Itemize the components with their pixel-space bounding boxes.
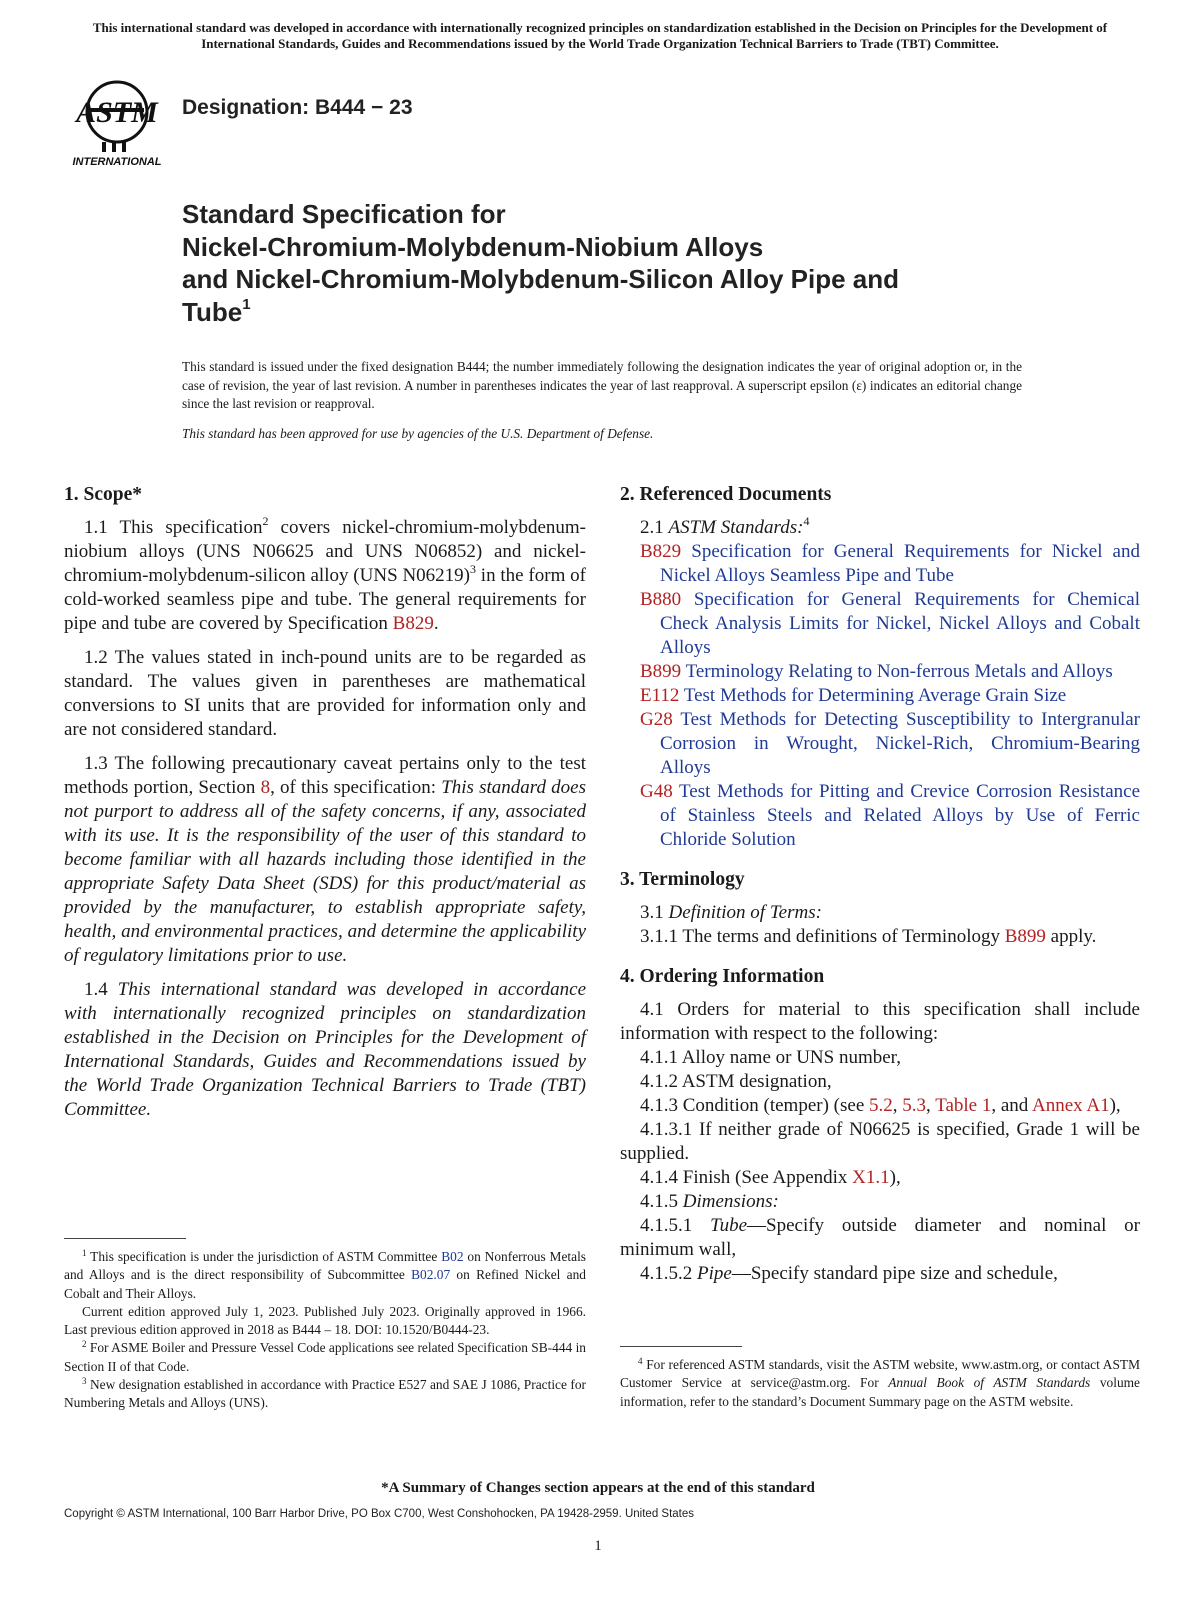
ref-code[interactable]: B829 (640, 541, 682, 562)
para-4-1-1: 4.1.1 Alloy name or UNS number, (640, 1047, 901, 1068)
referenced-standards-list (620, 540, 1140, 852)
para-4-1-4: 4.1.4 Finish (See Appendix X1.1), (640, 1167, 901, 1188)
footnote-1: $^1$ This specification is under the jurisdiction of ASTM Committee B02 on Nonferrous Metals and Alloys and is the direct responsibility of Subcommittee B02.07 on Refined Nickel and Cobalt and Their Alloys. (64, 1248, 586, 1301)
ref-item-b880[interactable] (620, 588, 1140, 660)
document-title (182, 198, 1062, 328)
title-footnote-mark: 1 (242, 295, 251, 313)
ref-item-e112[interactable] (620, 684, 1140, 708)
footnotes-right (620, 1356, 1140, 1411)
footnote-ref-4[interactable]: 4 (803, 514, 810, 528)
ref-title[interactable]: Test Methods for Detecting Susceptibility to Intergranular Corrosion in Wrought, Nickel-Rich, Chromium-Bearing Alloys (660, 709, 1140, 778)
ref-code[interactable]: B899 (640, 661, 682, 682)
para-4-1-2: 4.1.2 ASTM designation, (640, 1071, 832, 1092)
link-b02-07[interactable]: B02.07 (411, 1267, 451, 1283)
logo-subtext: INTERNATIONAL (72, 156, 162, 168)
link-x1-1[interactable]: X1.1 (852, 1167, 890, 1188)
para-1-4: 1.4 This international standard was developed in accordance with internationally recognized principles on standardization established in the Decision on Principles for the Development of International Standards, Guides and Recommendations issued by the World Trade Organization Technical Barriers to Trade (TBT) Committee. (64, 979, 587, 1120)
para-1-3: 1.3 The following precautionary caveat pertains only to the test methods portion, Section 8, of this specification: This standard does not purport to address all of the safety concerns, if any, associated with its use. It is the responsibility of the user of this standard to become familiar with all hazards including those identified in the appropriate Safety Data Sheet (SDS) for this product/material as provided by the manufacturer, to establish appropriate safety, health, and environmental practices, and determine the applicability of regulatory limitations prior to use. (64, 753, 586, 966)
para-4-1-3-1: 4.1.3.1 If neither grade of N06625 is specified, Grade 1 will be supplied. (620, 1119, 1140, 1164)
left-column (64, 483, 586, 1132)
ref-title[interactable]: Test Methods for Pitting and Crevice Corrosion Resistance of Stainless Steels and Related Alloys by Use of Ferric Chloride Solution (660, 781, 1140, 850)
copyright: Copyright © ASTM International, 100 Barr Harbor Drive, PO Box C700, West Conshohocken, PA 19428-2959. United States (64, 1508, 695, 1520)
ref-code[interactable]: G28 (640, 709, 673, 730)
footnotes-left (64, 1248, 586, 1413)
ref-code[interactable]: B880 (640, 589, 682, 610)
footnote-3: $^3$ New designation established in accordance with Practice E527 and SAE J 1086, Practice for Numbering Metals and Alloys (UNS). (64, 1376, 586, 1411)
ref-title[interactable]: Test Methods for Determining Average Grain Size (679, 685, 1067, 706)
footnote-divider-right (620, 1346, 742, 1347)
issuance-statement: This standard is issued under the fixed designation B444; the number immediately following the designation indicates the year of original adoption or, in the case of revision, the year of last revision. A number in parentheses indicates the year of last reapproval. A superscript epsilon (ε) indicates an editorial change since the last revision or reapproval. (182, 359, 1022, 411)
ref-item-b899[interactable] (620, 660, 1140, 684)
link-5-3[interactable]: 5.3 (902, 1095, 927, 1116)
para-4-1-5-1: 4.1.5.1 Tube—Specify outside diameter and nominal or minimum wall, (620, 1215, 1140, 1260)
link-b899-terminology[interactable]: B899 (1004, 926, 1046, 947)
ref-code[interactable]: E112 (640, 685, 680, 706)
dod-approval: This standard has been approved for use by agencies of the U.S. Department of Defense. (182, 426, 654, 441)
para-2-1: 2.1 ASTM Standards:$^4$ (640, 514, 810, 538)
para-4-1-3: 4.1.3 Condition (temper) (see 5.2, 5.3, Table 1, and Annex A1), (640, 1095, 1121, 1116)
refdocs-heading: 2. Referenced Documents (620, 484, 832, 505)
title-line-1: Standard Specification for (182, 199, 506, 229)
ref-item-b829[interactable] (620, 540, 1140, 588)
footnote-2: $^2$ For ASME Boiler and Pressure Vessel Code applications see related Specification SB-444 in Section II of that Code. (64, 1339, 586, 1374)
link-b02[interactable]: B02 (441, 1249, 464, 1264)
ref-code[interactable]: G48 (640, 781, 673, 802)
wto-notice: This international standard was developed in accordance with internationally recognized principles on standardization established in the Decision on Principles for the Development of International Standards, Guides and Recommendations issued by the World Trade Organization Technical Barriers to Trade (TBT) Committee. (92, 20, 1108, 51)
ref-title[interactable]: Specification for General Requirements for Chemical Check Analysis Limits for Nickel, Nickel Alloys and Cobalt Alloys (660, 589, 1140, 658)
para-3-1: 3.1 Definition of Terms: (640, 902, 822, 923)
para-1-1: 1.1 This specification$^2$ covers nickel-chromium-molybdenum-niobium alloys (UNS N06625 and UNS N06852) and nickel-chromium-molybdenum-silicon alloy (UNS N06219)$^3$ in the form of cold-worked seamless pipe and tube. The general requirements for pipe and tube are covered by Specification B829. (64, 514, 586, 634)
logo-text: ASTM (76, 96, 158, 129)
footnote-divider-left (64, 1238, 186, 1239)
right-column (620, 483, 1140, 1286)
title-line-4 (182, 296, 1062, 329)
footnote-1-edition: Current edition approved July 1, 2023. Published July 2023. Originally approved in 1966. Last previous edition approved in 2018 as B444 – 18. DOI: 10.1520/B0444-23. (64, 1303, 586, 1338)
title-tube: Tube (182, 296, 243, 327)
footnote-ref-3[interactable]: 3 (470, 562, 476, 576)
title-line-3: and Nickel-Chromium-Molybdenum-Silicon Alloy Pipe and (182, 264, 899, 294)
para-4-1-5-2: 4.1.5.2 Pipe—Specify standard pipe size and schedule, (640, 1263, 1058, 1284)
terminology-heading: 3. Terminology (620, 869, 745, 890)
ordering-heading: 4. Ordering Information (620, 966, 825, 987)
link-5-2[interactable]: 5.2 (869, 1095, 893, 1116)
para-3-1-1: 3.1.1 The terms and definitions of Terminology B899 apply. (640, 926, 1097, 947)
astm-logo (62, 72, 172, 168)
ref-title[interactable]: Specification for General Requirements for Nickel and Nickel Alloys Seamless Pipe and Tube (660, 541, 1140, 586)
page-number: 1 (594, 1538, 602, 1554)
scope-heading: 1. Scope* (64, 484, 142, 505)
ref-item-g28[interactable] (620, 708, 1140, 780)
para-4-1-5: 4.1.5 Dimensions: (640, 1191, 779, 1212)
ref-title[interactable]: Terminology Relating to Non-ferrous Metals and Alloys (681, 661, 1113, 682)
footnote-4: $^4$ For referenced ASTM standards, visit the ASTM website, www.astm.org, or contact ASTM Customer Service at service@astm.org. For Annual Book of ASTM Standards volume information, refer to the standard’s Document Summary page on the ASTM website. (620, 1356, 1140, 1409)
designation: Designation: B444 − 23 (182, 96, 413, 119)
para-1-2: 1.2 The values stated in inch-pound units are to be regarded as standard. The values given in parentheses are mathematical conversions to SI units that are provided for information only and are not considered standard. (64, 647, 586, 740)
link-section-8[interactable]: 8 (260, 777, 271, 798)
title-line-2: Nickel-Chromium-Molybdenum-Niobium Alloys (182, 231, 764, 262)
ref-item-g48[interactable] (620, 780, 1140, 852)
para-4-1: 4.1 Orders for material to this specification shall include information with respect to the following: (620, 999, 1140, 1044)
footnote-ref-2[interactable]: 2 (262, 514, 269, 528)
link-b829[interactable]: B829 (392, 613, 434, 634)
link-table-1[interactable]: Table 1 (935, 1095, 992, 1116)
summary-of-changes-note: *A Summary of Changes section appears at the end of this standard (381, 1480, 815, 1496)
link-annex-a1[interactable]: Annex A1 (1032, 1095, 1110, 1116)
